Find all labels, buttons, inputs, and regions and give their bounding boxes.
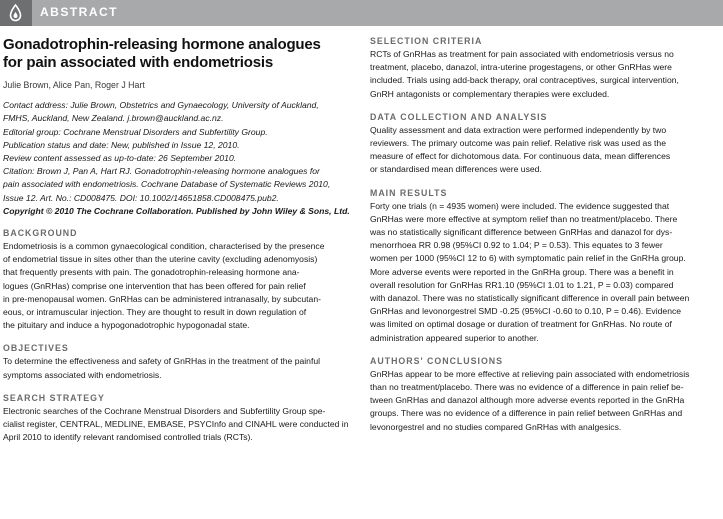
section-text-line: Electronic searches of the Cochrane Menstrual Disorders and Subfertility Group spe- [3,405,326,416]
section-text-line: GnRHas appear to be more effective at relieving pain associated with endometriosis [370,368,690,379]
section-text-line: Quality assessment and data extraction were performed independently by two [370,124,667,135]
section-body [370,48,720,101]
section-gap [3,382,357,387]
cochrane-logo-icon [9,4,22,22]
section-heading: BACKGROUND [3,228,78,239]
metadata-line: Citation: Brown J, Pan A, Hart RJ. Gonadotrophin-releasing hormone analogues for [3,166,320,177]
section-text-line: GnRHas and levonorgestrel SMD -0.25 (95%CI -0.60 to 0.10, P = 0.46). Evidence [370,306,682,317]
logo-box [0,0,32,26]
metadata-line: Issue 12. Art. No.: CD008475. DOI: 10.1002/14651858.CD008475.pub2. [3,192,279,203]
metadata-line: Contact address: Julie Brown, Obstetrics and Gynaecology, University of Auckland, [3,100,319,111]
section-gap [370,101,720,106]
section-body [3,240,357,332]
section-text-line: measure of effect for dichotomous data. For continuous data, mean differences [370,151,671,162]
section-text-line: More adverse events were reported in the GnRHa group. There was a benefit in [370,266,674,277]
section-text-line: women per 1000 (95%CI 12 to 6) with symptomatic pain relief in the GnRHa group. [370,253,686,264]
abstract-label: ABSTRACT [40,5,118,19]
section-text-line: was limited on optimal dosage or duration of treatment for GnRHas. No route of [370,319,672,330]
section-text-line: eous, or intramuscular injection. They are thought to result in down regulation of [3,307,307,318]
section-gap [3,444,357,449]
section-body [370,124,720,177]
section-text-line: than no treatment/placebo. There was no evidence of a difference in pain relief be- [370,382,684,393]
metadata-line: Review content assessed as up-to-date: 26 September 2010. [3,153,237,164]
section-text-line: was no statistically significant difference between GnRHas and danazol for dys- [370,227,673,238]
section-text-line: overall resolution for GnRHas RR1.10 (95%CI 1.01 to 1.21, P = 0.03) compared [370,279,674,290]
section-text-line: or standardised mean differences were used. [370,164,542,175]
section-gap [370,177,720,182]
section-heading: DATA COLLECTION AND ANALYSIS [370,111,548,122]
section-text-line: levonorgestrel and no studies compared GnRHas with analgesics. [370,421,622,432]
section-gap [370,345,720,350]
section-body [370,200,720,345]
section-text-line: tween GnRHas and danazol although more adverse events reported in the GnRHa [370,395,685,406]
section-body [3,405,357,445]
metadata-line: Publication status and date: New, published in Issue 12, 2010. [3,139,240,150]
section-text-line: the pituitary and induce a hypogonadotrophic hypogonadal state. [3,320,250,331]
section-text-line: menorrhoea RR 0.98 (95%CI 0.92 to 1.04; P = 0.53). This equates to 3 fewer [370,240,663,251]
paper-title [3,36,357,72]
metadata-line: Editorial group: Cochrane Menstrual Disorders and Subfertility Group. [3,126,268,137]
section-text-line: To determine the effectiveness and safety of GnRHas in the treatment of the painful [3,356,321,367]
section-text-line: April 2010 to identify relevant randomised controlled trials (RCTs). [3,432,253,443]
section-text-line: of endometrial tissue in sites other than the uterine cavity (excluding adenomyosis) [3,254,318,265]
section-text-line: included. Trials using add-back therapy, oral contraceptives, surgical intervention, [370,75,679,86]
section-text-line: Forty one trials (n = 4935 women) were included. The evidence suggested that [370,200,670,211]
title-line: for pain associated with endometriosis [3,54,273,71]
section-text-line: that frequently presents with pain. The gonadotrophin-releasing hormone ana- [3,267,300,278]
left-column [3,28,357,449]
section-text-line: with danazol. There was no statistically significant difference in overall pain between [370,293,690,304]
section-text-line: GnRHas were more effective at symptom relief than no treatment/placebo. There [370,213,678,224]
section-text-line: Endometriosis is a common gynaecological condition, characterised by the presence [3,241,325,252]
section-text-line: cialist register, CENTRAL, MEDLINE, EMBASE, PSYCInfo and CINAHL were conducted in [3,419,349,430]
section-text-line: RCTs of GnRHas as treatment for pain associated with endometriosis versus no [370,49,674,59]
section-gap [370,434,720,439]
abstract-header-bar [0,0,723,26]
section-heading: SEARCH STRATEGY [3,392,105,403]
author-list: Julie Brown, Alice Pan, Roger J Hart [3,80,145,90]
section-body [3,355,357,381]
left-sections [3,227,357,449]
section-body [370,368,720,434]
section-heading: SELECTION CRITERIA [370,36,483,46]
section-text-line: treatment, placebo, danazol, intra-uterine progestagens, or other GnRHas were [370,62,672,73]
section-text-line: administration appeared superior to another. [370,332,539,343]
metadata-line: FMHS, Auckland, New Zealand. j.brown@auckland.ac.nz. [3,113,224,124]
metadata-line: pain associated with endometriosis. Cochrane Database of Systematic Reviews 2010, [3,179,331,190]
section-text-line: groups. There was no evidence of a difference in pain relief between GnRHas and [370,408,683,419]
metadata-line: Copyright © 2010 The Cochrane Collaboration. Published by John Wiley & Sons, Ltd. [3,205,350,216]
right-sections [370,35,720,439]
section-heading: AUTHORS' CONCLUSIONS [370,355,504,366]
title-line: Gonadotrophin-releasing hormone analogues [3,36,321,53]
section-text-line: logues (GnRHas) comprise one intervention that has been offered for pain relief [3,280,306,291]
section-text-line: symptoms associated with endometriosis. [3,369,162,380]
section-text-line: reviewers. The primary outcome was pain relief. Relative risk was used as the [370,138,666,149]
citation-metadata [3,99,357,218]
section-heading: MAIN RESULTS [370,187,448,198]
section-text-line: in pre-menopausal women. GnRHas can be administered intranasally, by subcutan- [3,293,321,304]
right-column [370,28,720,439]
section-heading: OBJECTIVES [3,343,69,354]
section-text-line: GnRH antagonists or complementary therapies were excluded. [370,88,610,99]
section-gap [3,332,357,337]
